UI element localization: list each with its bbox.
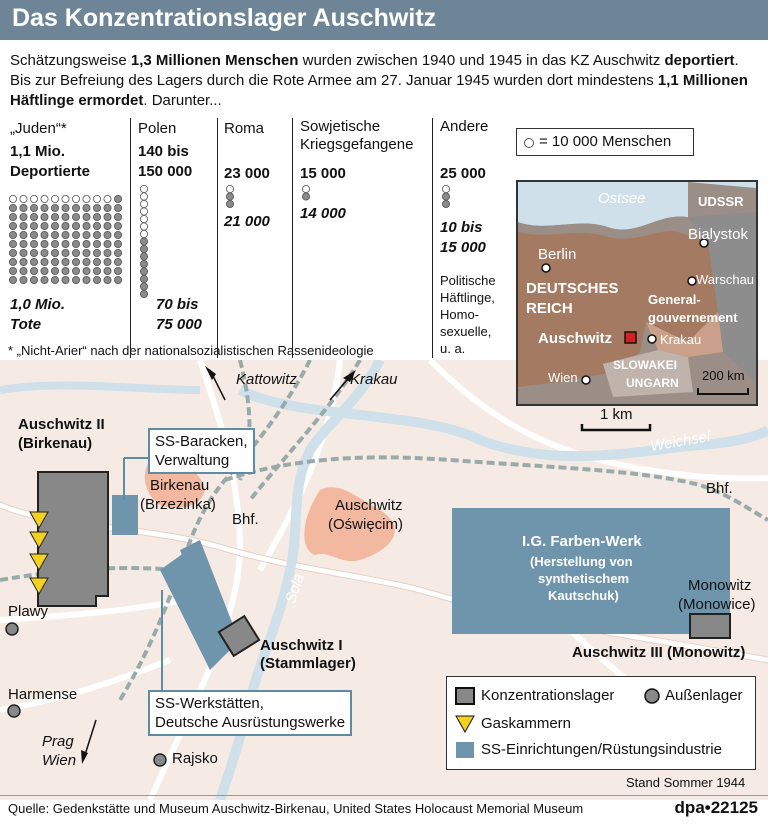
dot-killed [62,204,69,211]
title-bar [0,0,768,40]
dot-deported [20,195,27,202]
dot-killed [114,231,121,238]
dot-killed [20,240,27,247]
dot-scale-legend [516,128,694,156]
column-divider [130,118,131,358]
dot-deported [72,195,79,202]
group-deported-roma: 23 000 [224,165,270,182]
dot-killed [72,267,79,274]
label-ig-farben-4: Kautschuk) [548,588,619,603]
group-name-polen: Polen [138,120,177,137]
label-ig-farben-2: (Herstellung von [530,554,633,569]
legend-aussen-icon [643,687,661,705]
dot-killed [72,231,79,238]
dot-deported [51,195,58,202]
group-killed-polen: 70 bis [156,296,199,313]
dot-scale-label: = 10 000 Menschen [539,133,672,150]
legend-kz-icon [455,687,475,705]
dot-killed [41,267,48,274]
dot-killed [41,204,48,211]
dot-killed [20,204,27,211]
dot-killed [9,231,16,238]
dot-column-soviet [300,184,312,204]
dot-killed [442,193,449,200]
dot-killed [93,204,100,211]
dot-killed [93,276,100,283]
dot-killed [114,222,121,229]
dot-killed [62,276,69,283]
dot-killed [51,204,58,211]
label-birkenau-camp: (Birkenau) [18,435,93,452]
dot-killed [72,204,79,211]
label-auschwitz-iii: Auschwitz III (Monowitz) [572,644,746,661]
footer [0,795,768,824]
label-deutsches: DEUTSCHES [526,280,619,297]
column-divider [432,118,433,358]
legend-kz-label: Konzentrationslager [481,687,615,704]
dot-deported [226,185,233,192]
footnote: * „Nicht-Arier“ nach der nationalsozialistischen Rassenideologie [8,343,374,358]
dot-killed [140,260,147,267]
dot-killed [104,240,111,247]
dot-column-polen [138,184,150,334]
dot-killed [72,213,79,220]
legend-aussen-label: Außenlager [665,687,743,704]
intro-bold: 1,1 Millionen Häftlinge ermordet [10,72,748,109]
camp-auschwitz-ii [38,472,108,606]
callout-line-text: SS-Werkstätten, [155,695,264,712]
group-name-soviet: Sowjetische [300,118,381,135]
dot-deported [140,208,147,215]
auschwitz-marker [625,332,636,343]
dot-deported [140,200,147,207]
callout-line-text: Deutsche Ausrüstungswerke [155,714,346,731]
note-line: sexuelle, [440,324,492,339]
dot-killed [51,249,58,256]
column-divider [292,118,293,358]
dot-killed [83,276,90,283]
dot-deported [302,185,309,192]
label-auschwitz-ii: Auschwitz II [18,416,105,433]
intro-part: wurden zwischen 1940 und 1945 in das KZ Auschwitz [298,52,665,69]
label-krakau-inset: Krakau [660,332,702,347]
dot-killed [41,276,48,283]
intro-part: . Darunter... [143,92,222,109]
overview-map [516,180,758,406]
note-line: Politische [440,273,496,288]
label-auschwitz-i: Auschwitz I [260,637,343,654]
dot-killed [93,258,100,265]
city-berlin [542,264,550,272]
dot-killed [83,231,90,238]
legend-gas-label: Gaskammern [481,715,572,732]
note-line: Homo- [440,307,480,322]
callout-ss-baracken [148,428,255,474]
dot-deported [140,215,147,222]
dot-killed [51,213,58,220]
dot-killed [51,276,58,283]
agency-id: dpa•22125 [674,798,758,817]
dot-killed [140,238,147,245]
city-wien [582,376,590,384]
dot-killed [302,193,309,200]
dot-killed [104,267,111,274]
dot-killed [62,231,69,238]
dot-column-roma [224,184,236,214]
dot-killed [83,213,90,220]
column-divider [217,118,218,358]
dot-killed [20,276,27,283]
dot-killed [41,213,48,220]
source-credit: Quelle: Gedenkstätte und Museum Auschwitz-Birkenau, United States Holocaust Memorial Museum [8,801,584,816]
dot-killed [51,258,58,265]
label-warschau: Warschau [696,272,755,287]
dot-killed [20,222,27,229]
intro-part: Schätzungsweise [10,52,131,69]
dot-killed [20,231,27,238]
dot-killed [140,245,147,252]
dot-killed [93,240,100,247]
group-killed-juden: 1,0 Mio. [10,296,66,313]
dot-killed [30,276,37,283]
dot-killed [93,231,100,238]
dot-killed [20,258,27,265]
dot-killed [104,213,111,220]
intro-part: . Bis zur Befreiung des Lagers durch die Rote Armee am 27. Januar 1945 wurden dort mindestens [10,52,739,89]
dot-killed [30,240,37,247]
label-krakau-dir: Krakau [350,371,398,388]
group-note-andere [440,272,496,357]
label-prag: Prag [42,733,74,750]
city-warschau [688,277,696,285]
camp-auschwitz-iii [690,614,730,638]
label-auschwitz-inset: Auschwitz [538,330,613,347]
dot-killed [104,249,111,256]
label-weichsel: Weichsel [648,427,712,456]
dot-deported [93,195,100,202]
dot-killed [41,240,48,247]
label-ostsee: Ostsee [598,190,646,207]
dot-killed [72,249,79,256]
dot-killed [20,267,27,274]
dot-killed [9,222,16,229]
dot-killed [72,276,79,283]
page-title: Das Konzentrationslager Auschwitz [12,4,437,32]
dot-killed [20,213,27,220]
dot-deported [442,185,449,192]
dot-killed [41,222,48,229]
label-harmense: Harmense [8,686,78,703]
label-birkenau: Birkenau [150,477,210,494]
group-killed-juden-label: Tote [10,316,42,333]
label-stammlager: (Stammlager) [260,655,356,672]
label-berlin: Berlin [538,246,577,263]
label-ig-farben-3: synthetischem [538,571,630,586]
label-brzezinka: (Brzezinka) [140,496,216,513]
dot-killed [83,249,90,256]
note-line: u. a. [440,341,466,356]
dot-killed [41,249,48,256]
label-bhf-1: Bhf. [232,511,259,528]
dot-killed [30,213,37,220]
dot-killed [51,231,58,238]
ss-baracken-area [112,495,138,535]
dot-killed [41,231,48,238]
dot-killed [30,222,37,229]
subcamp-rajsko [154,754,166,766]
label-scale: 1 km [600,406,633,423]
dot-killed [93,222,100,229]
dot-killed [62,213,69,220]
dot-killed [114,204,121,211]
label-general: General- [648,292,701,307]
date-note: Stand Sommer 1944 [626,775,746,790]
river-branch [0,386,200,390]
dot-killed [9,267,16,274]
subcamp-plawy [6,623,18,635]
dot-killed [114,213,121,220]
label-bhf-2: Bhf. [706,480,733,497]
legend-ss-label: SS-Einrichtungen/Rüstungsindustrie [481,741,722,758]
dot-killed [104,222,111,229]
group-killed-roma: 21 000 [224,213,270,230]
dot-symbol [523,137,535,149]
map-legend [446,676,756,770]
label-inset-scale: 200 km [702,368,745,383]
group-name-juden: „Juden“* [10,120,67,137]
dot-killed [30,267,37,274]
intro-bold: deportiert [664,52,735,69]
dot-killed [51,222,58,229]
dot-killed [93,213,100,220]
dot-killed [140,283,147,290]
label-wien-inset: Wien [548,370,578,385]
group-name-soviet-2: Kriegsgefangene [300,136,414,153]
city-krakau [648,335,656,343]
dot-deported [83,195,90,202]
dot-killed [51,267,58,274]
dot-killed [20,249,27,256]
label-slowakei: SLOWAKEI [613,358,678,372]
dot-deported [62,195,69,202]
label-monowice: (Monowice) [678,596,756,613]
label-oswiecim: (Oświęcim) [328,516,403,533]
dot-deported [140,230,147,237]
label-monowitz: Monowitz [688,577,752,594]
label-auschwitz-town: Auschwitz [335,497,403,514]
label-plawy: Plawy [8,603,49,620]
callout-line-text: SS-Baracken, [155,433,248,450]
dot-killed [30,249,37,256]
dot-killed [226,193,233,200]
label-rajsko: Rajsko [172,750,218,767]
dot-killed [30,204,37,211]
intro-bold: 1,3 Millionen Menschen [130,52,299,69]
group-name-andere: Andere [440,118,489,135]
dot-killed [9,213,16,220]
group-killed-andere-2: 15 000 [440,239,486,256]
dot-killed [83,222,90,229]
label-kattowitz: Kattowitz [236,371,297,388]
group-killed-polen-2: 75 000 [156,316,202,333]
dot-deported [140,185,147,192]
dot-deported [140,193,147,200]
dot-killed [104,276,111,283]
group-deported-juden-label: Deportierte [10,163,91,180]
dot-killed [9,258,16,265]
dot-killed [62,222,69,229]
dot-killed [72,258,79,265]
dot-killed [30,231,37,238]
dot-deported [9,195,16,202]
dot-killed [104,231,111,238]
subcamp-harmense [8,705,20,717]
dot-grid-juden [8,190,128,300]
dot-killed [114,267,121,274]
dot-killed [72,240,79,247]
label-gouvernement: gouvernement [648,310,738,325]
dot-killed [9,249,16,256]
dot-killed [226,200,233,207]
dot-deported [104,195,111,202]
dot-column-andere [440,184,452,218]
dot-killed [104,204,111,211]
dot-killed [9,204,16,211]
group-killed-soviet: 14 000 [300,205,346,222]
dot-killed [9,276,16,283]
dot-killed [9,240,16,247]
dot-killed [83,240,90,247]
dot-killed [51,240,58,247]
label-sola: Sola [282,571,308,606]
label-udssr: UDSSR [698,194,744,209]
legend-gas-icon [455,715,475,733]
group-deported-polen-2: 150 000 [138,163,193,180]
dot-killed [41,258,48,265]
dot-killed [62,267,69,274]
label-bialystok: Bialystok [688,226,749,243]
group-deported-andere: 25 000 [440,165,486,182]
dot-killed [62,240,69,247]
intro-text [10,51,758,111]
dot-deported [41,195,48,202]
legend-ss-icon [455,741,475,759]
label-reich: REICH [526,300,573,317]
dot-killed [83,258,90,265]
group-deported-soviet: 15 000 [300,165,346,182]
dot-killed [114,195,121,202]
dot-killed [140,290,147,297]
note-line: Häftlinge, [440,290,495,305]
dot-killed [114,258,121,265]
dot-killed [114,240,121,247]
dot-killed [114,276,121,283]
dot-killed [83,204,90,211]
group-killed-andere: 10 bis [440,219,483,236]
dot-deported [30,195,37,202]
dot-killed [93,267,100,274]
label-wien-dir: Wien [42,752,77,769]
dot-deported [140,223,147,230]
dot-killed [62,249,69,256]
dot-killed [140,275,147,282]
dot-killed [114,249,121,256]
group-name-roma: Roma [224,120,265,137]
dot-killed [72,222,79,229]
dot-killed [442,200,449,207]
callout-line-text: Verwaltung [155,452,230,469]
dot-killed [83,267,90,274]
dot-killed [140,268,147,275]
dot-killed [140,253,147,260]
dot-killed [30,258,37,265]
label-ungarn: UNGARN [626,376,679,390]
dot-killed [104,258,111,265]
dot-killed [62,258,69,265]
label-ig-farben: I.G. Farben-Werk [522,533,642,550]
dot-killed [93,249,100,256]
callout-ss-werkstaetten [148,690,352,736]
group-deported-polen: 140 bis [138,143,189,160]
group-deported-juden: 1,1 Mio. [10,143,66,160]
